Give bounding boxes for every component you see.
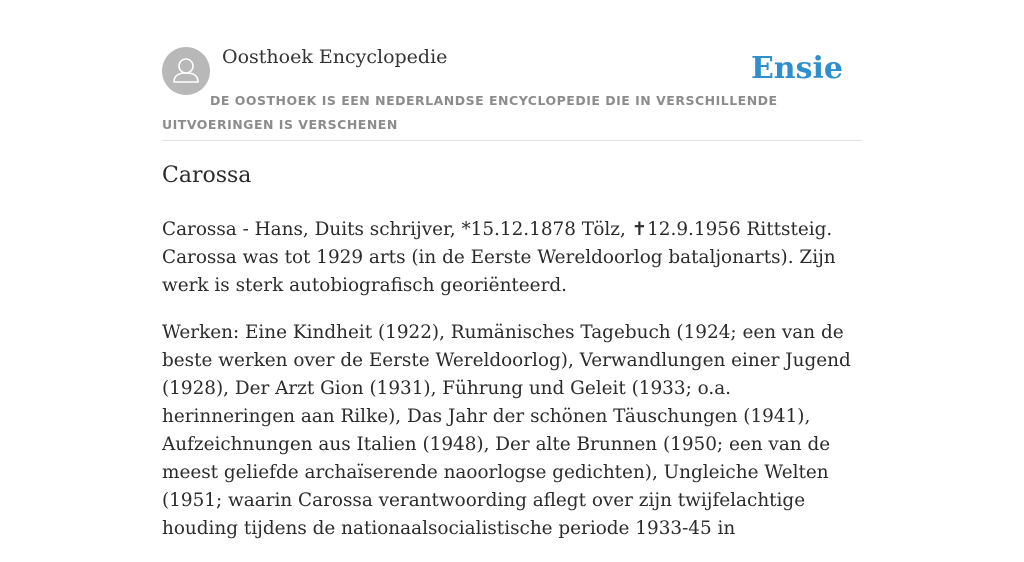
article-title: Carossa [162,163,252,188]
article-body [162,216,862,562]
article-paragraph-bio: Carossa - Hans, Duits schrijver, *15.12.1878 Tölz, ✝12.9.1956 Rittsteig. Carossa was tot 1929 arts (in de Eerste Wereldoorlog bataljonarts). Zijn werk is sterk autobiografisch georiënteerd. [162,219,836,296]
article-paragraph-works: Werken: Eine Kindheit (1922), Rumänisches Tagebuch (1924; een van de beste werken over de Eerste Wereldoorlog), Verwandlungen einer Jugend (1928), Der Arzt Gion (1931), Führung und Geleit (1933; o.a. herinneringen aan Rilke), Das Jahr der schönen Täuschungen (1941), Aufzeichnungen aus Italien (1948), Der alte Brunnen (1950; een van de meest geliefde archaïserende naoorlogse gedichten), Ungleiche Welten (1951; waarin Carossa verantwoording aflegt over zijn twijfelachtige houding tijdens de nationaalsocialistische periode 1933-45 in [162,322,851,539]
page [162,0,862,539]
user-silhouette-icon [162,47,210,95]
site-header [162,0,862,141]
site-tagline: DE OOSTHOEK IS EEN NEDERLANDSE ENCYCLOPEDIE DIE IN VERSCHILLENDE UITVOERINGEN IS VERSCHENEN [162,93,778,132]
site-title[interactable]: Oosthoek Encyclopedie [222,46,448,68]
user-avatar-icon[interactable] [162,47,210,95]
ensie-logo[interactable]: Ensie [750,51,843,86]
